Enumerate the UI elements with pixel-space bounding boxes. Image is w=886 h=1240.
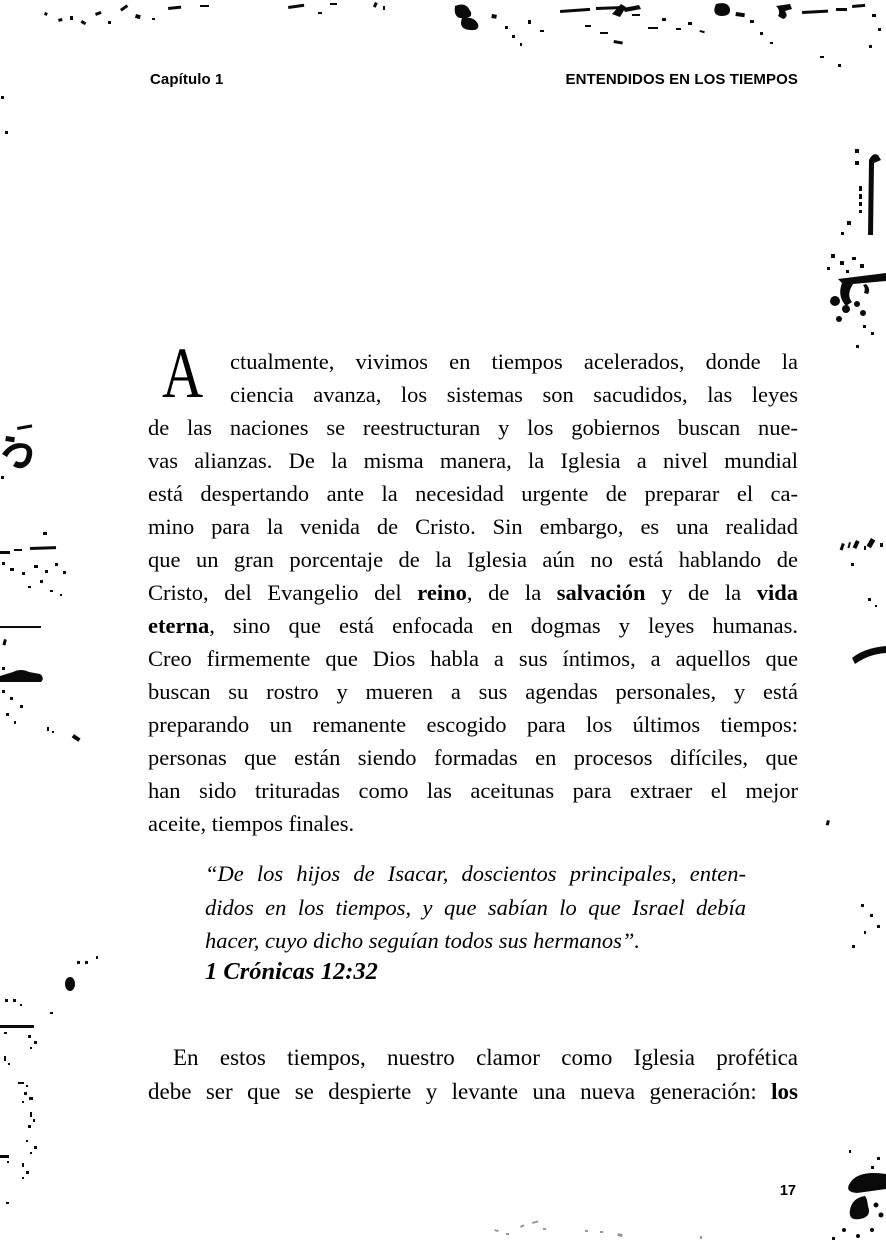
text-segment: de las naciones se reestructuran y los gobiernos buscan nue- xyxy=(148,415,798,440)
text-line xyxy=(148,609,798,642)
ink-smudge-bottom-right xyxy=(832,1150,886,1240)
bold-text-segment: vida xyxy=(756,580,798,605)
text-segment: y de la xyxy=(645,580,757,605)
bold-text-segment: reino xyxy=(417,580,467,605)
text-line xyxy=(148,741,798,774)
text-line xyxy=(148,708,798,741)
ink-specks-bottom xyxy=(494,1220,702,1239)
quote-attribution: 1 Crónicas 12:32 xyxy=(205,958,378,985)
text-segment: vas alianzas. De la misma manera, la Iglesia a nivel mundial xyxy=(148,448,798,473)
page-number: 17 xyxy=(779,1183,796,1199)
book-title-header: ENTENDIDOS EN LOS TIEMPOS xyxy=(565,71,798,88)
text-segment: está despertando ante la necesidad urgente de preparar el ca- xyxy=(148,481,798,506)
ink-smudge-left-bottom xyxy=(0,956,98,1204)
text-segment: Cristo, del Evangelio del xyxy=(148,580,418,605)
ink-smudge-left-mid xyxy=(0,626,81,742)
text-line xyxy=(148,378,798,411)
text-segment: hacer, cuyo dicho seguían todos sus hermanos”. xyxy=(205,928,640,953)
paragraph-2-lines xyxy=(148,1041,798,1108)
text-line xyxy=(148,1075,798,1109)
text-line xyxy=(205,857,746,891)
paragraph-2 xyxy=(148,1041,798,1108)
text-line xyxy=(148,510,798,543)
text-line xyxy=(148,477,798,510)
text-segment: Creo firmemente que Dios habla a sus íntimos, a aquellos que xyxy=(148,646,798,671)
running-header xyxy=(150,71,798,88)
text-line xyxy=(148,642,798,675)
text-line xyxy=(148,444,798,477)
text-line xyxy=(205,891,746,925)
bold-text-segment: los xyxy=(771,1078,798,1104)
text-segment: que un gran porcentaje de la Iglesia aún no está hablando de xyxy=(148,547,798,572)
text-segment: ctualmente, vivimos en tiempos acelerados, donde la xyxy=(230,349,798,374)
text-line xyxy=(148,807,798,840)
text-segment: , sino que está enfocada en dogmas y leyes humanas. xyxy=(209,613,798,638)
text-segment: aceite, tiempos finales. xyxy=(148,811,355,836)
scripture-quote xyxy=(205,857,746,958)
text-segment: , de la xyxy=(466,580,557,605)
text-segment: han sido trituradas como las aceitunas para extraer el mejor xyxy=(148,778,798,803)
text-line xyxy=(148,1041,798,1075)
ink-smudge-left-upper xyxy=(0,96,66,596)
text-line xyxy=(148,774,798,807)
text-segment: debe ser que se despierte y levante una nueva generación: xyxy=(148,1078,772,1104)
text-segment: preparando un remanente escogido para los últimos tiempos: xyxy=(148,712,798,737)
text-segment: En estos tiempos, nuestro clamor como Iglesia profética xyxy=(173,1045,798,1070)
text-line xyxy=(148,675,798,708)
text-line xyxy=(205,924,746,958)
chapter-label: Capítulo 1 xyxy=(150,71,224,88)
paragraph-1 xyxy=(148,333,798,840)
bold-text-segment: eterna xyxy=(148,613,210,638)
text-line xyxy=(148,345,798,378)
ink-smudge-right-mid xyxy=(826,538,886,948)
text-segment: mino para la venida de Cristo. Sin embargo, es una realidad xyxy=(148,514,798,539)
ink-smudge-top xyxy=(44,2,881,67)
ink-smudge-right-upper xyxy=(827,149,886,348)
text-line xyxy=(148,576,798,609)
dropcap-letter: A xyxy=(162,333,204,413)
text-line xyxy=(148,543,798,576)
paragraph-1-lines xyxy=(148,345,798,840)
text-segment: “De los hijos de Isacar, doscientos principales, enten- xyxy=(205,861,746,886)
text-segment: buscan su rostro y mueren a sus agendas personales, y está xyxy=(148,679,798,704)
text-segment: ciencia avanza, los sistemas son sacudidos, las leyes xyxy=(230,382,798,407)
bold-text-segment: salvación xyxy=(556,580,646,605)
text-line xyxy=(148,411,798,444)
text-segment: didos en los tiempos, y que sabían lo que Israel debía xyxy=(205,894,746,920)
quote-lines xyxy=(205,857,746,958)
text-segment: personas que están siendo formadas en procesos difíciles, que xyxy=(148,745,798,770)
